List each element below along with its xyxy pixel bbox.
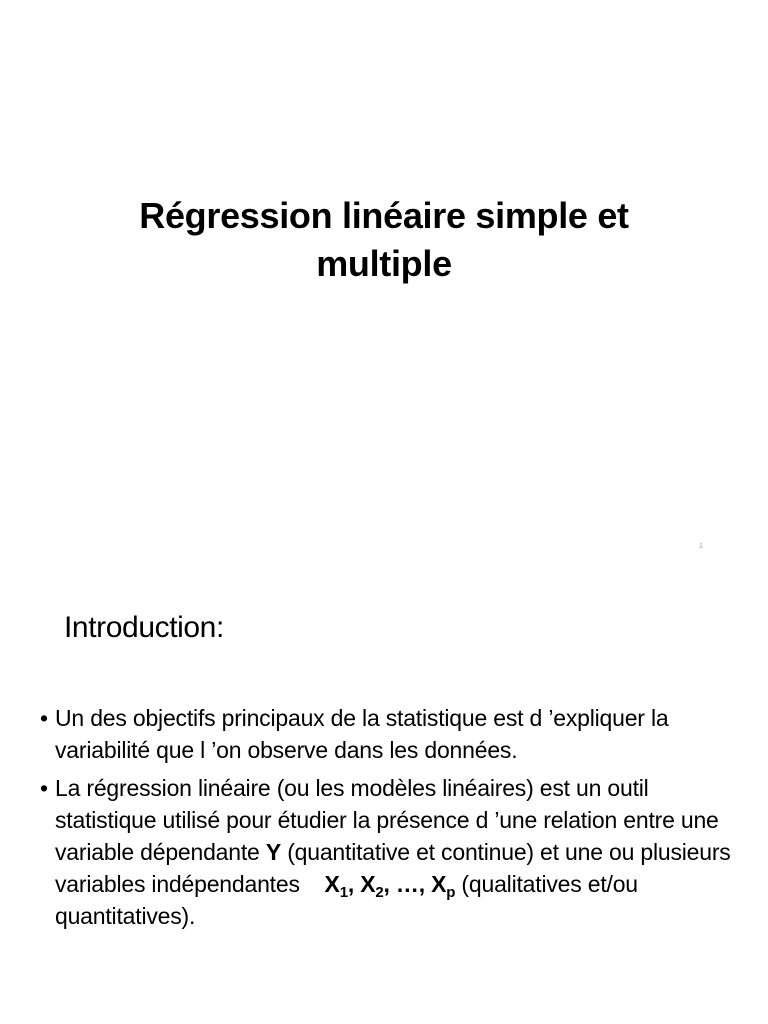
variable-separator: , [347, 871, 361, 897]
variable-x2-subscript: 2 [375, 884, 384, 901]
bullet-text-2-part-1: La régression linéaire (ou les modèles linéaires) est un outil statistique utilisé pour étudier la présence d ’une relation entre une variable dépendante [55, 775, 719, 865]
variable-x1: X [324, 871, 340, 897]
bullet-item-2 [40, 772, 740, 932]
variable-xp: X [431, 871, 447, 897]
bullet-dot: • [40, 705, 48, 731]
bullet-list [40, 702, 740, 938]
slide-number: 1 [699, 543, 703, 550]
variable-xp-subscript: p [446, 884, 456, 901]
variable-x1-subscript: 1 [339, 884, 348, 901]
bullet-text-2-part-2: (quantitative et continue) et une ou plusieurs variables indépendantes [55, 839, 731, 897]
introduction-slide [0, 576, 768, 1024]
variable-x2: X [360, 871, 376, 897]
slide-heading: Introduction: [64, 611, 224, 644]
slide-title-line-1: Régression linéaire simple et [139, 195, 629, 236]
slide-title-line-2: multiple [316, 243, 452, 284]
slide-title [60, 192, 708, 288]
dependent-variable-y: Y [265, 839, 281, 865]
variable-separator: , …, [383, 871, 432, 897]
bullet-dot: • [40, 775, 48, 801]
bullet-text-2-part-3: (qualitatives et/ou quantitatives). [55, 871, 638, 929]
bullet-item-1 [40, 702, 740, 766]
independent-variables [324, 871, 456, 901]
bullet-text-1: Un des objectifs principaux de la statistique est d ’expliquer la variabilité que l ’on observe dans les données. [55, 705, 669, 763]
